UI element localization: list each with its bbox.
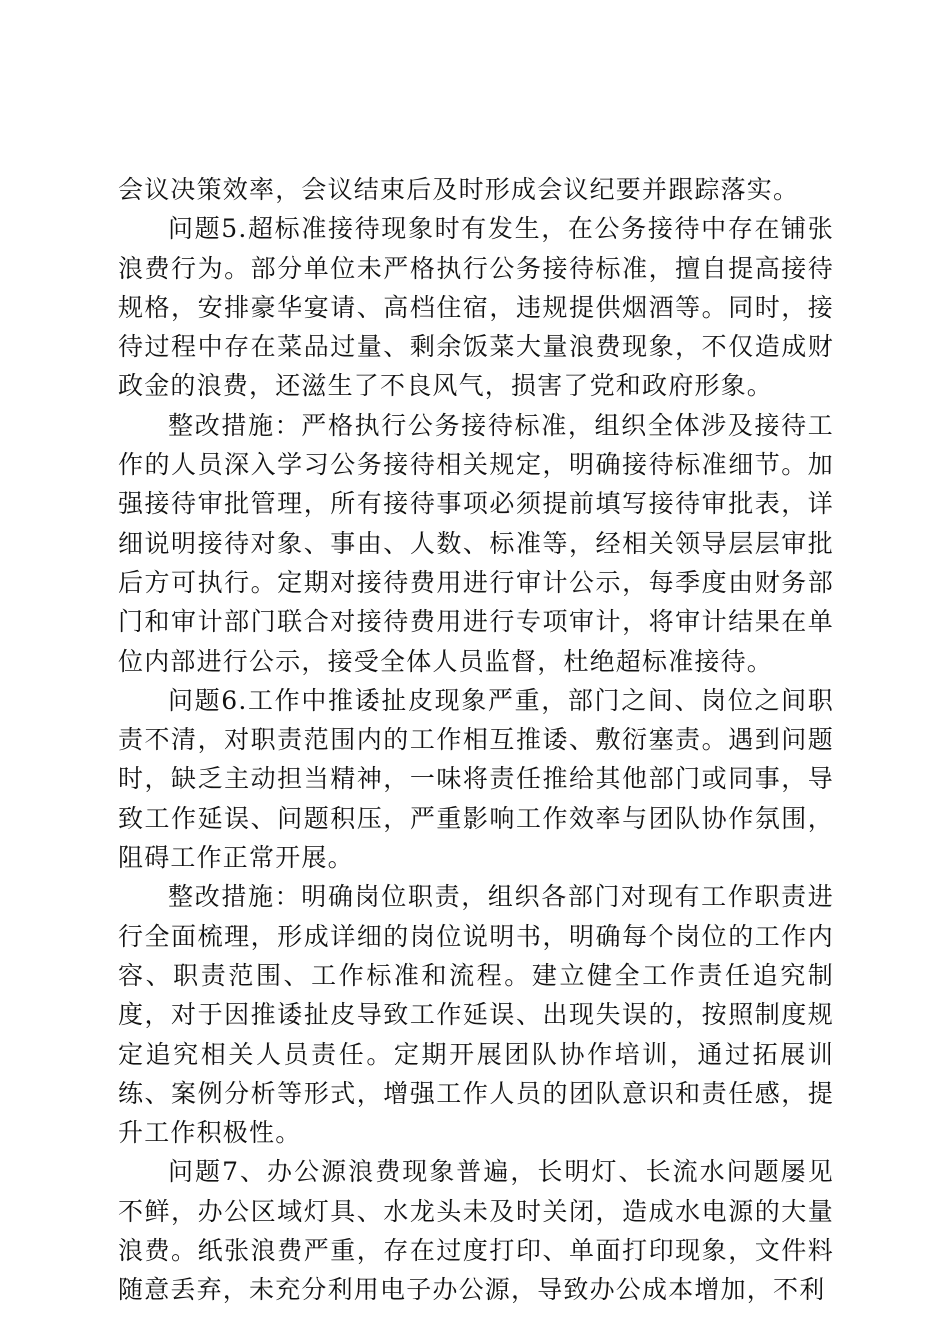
paragraph-continuation: 会议决策效率，会议结束后及时形成会议纪要并跟踪落实。 [118,175,800,204]
document-body [118,170,834,1310]
paragraph-measures-5: 整改措施：严格执行公务接待标准，组织全体涉及接待工作的人员深入学习公务接待相关规定，明确接待标准细节。加强接待审批管理，所有接待事项必须提前填写接待审批表，详细说明接待对象、事由、人数、标准等，经相关领导层层审批后方可执行。定期对接待费用进行审计公示，每季度由财务部门和审计部门联合对接待费用进行专项审计，将审计结果在单位内部进行公示，接受全体人员监督，杜绝超标准接待。 [118,410,834,676]
paragraph-problem-6: 问题6.工作中推诿扯皮现象严重，部门之间、岗位之间职责不清，对职责范围内的工作相互推诿、敷衍塞责。遇到问题时，缺乏主动担当精神，一味将责任推给其他部门或同事，导致工作延误、问题积压，严重影响工作效率与团队协作氛围，阻碍工作正常开展。 [118,685,834,873]
paragraph-measures-6: 整改措施：明确岗位职责，组织各部门对现有工作职责进行全面梳理，形成详细的岗位说明书，明确每个岗位的工作内容、职责范围、工作标准和流程。建立健全工作责任追究制度，对于因推诿扯皮导致工作延误、出现失误的，按照制度规定追究相关人员责任。定期开展团队协作培训，通过拓展训练、案例分析等形式，增强工作人员的团队意识和责任感，提升工作积极性。 [118,882,834,1148]
paragraph-problem-7: 问题7、办公源浪费现象普遍，长明灯、长流水问题屡见不鲜，办公区域灯具、水龙头未及时关闭，造成水电源的大量浪费。纸张浪费严重，存在过度打印、单面打印现象，文件料随意丢弃，未充分利用电子办公源，导致办公成本增加，不利 [118,1157,834,1305]
paragraph-problem-5: 问题5.超标准接待现象时有发生，在公务接待中存在铺张浪费行为。部分单位未严格执行公务接待标准，擅自提高接待规格，安排豪华宴请、高档住宿，违规提供烟酒等。同时，接待过程中存在菜品过量、剩余饭菜大量浪费现象，不仅造成财政金的浪费，还滋生了不良风气，损害了党和政府形象。 [118,214,834,401]
